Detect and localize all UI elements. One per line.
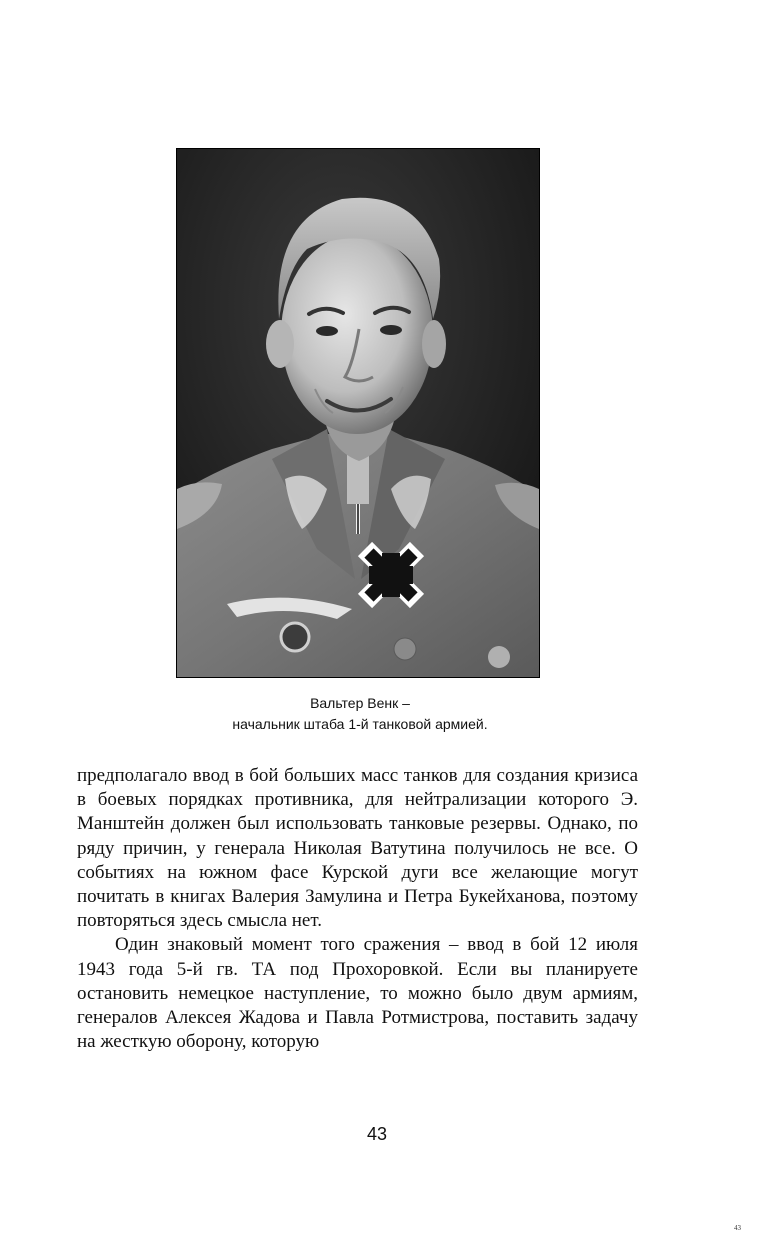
scan-page-number: 43 (734, 1224, 741, 1232)
portrait-photo (176, 148, 540, 678)
paragraph-1: предполагало ввод в бой больших масс танков для создания кризиса в боевых порядках противника, для нейтрализации которого Э. Манштейн должен был использовать танковые резервы. Однако, по ряду причин, у генерала Николая Ватутина получилось не все. О событиях на южном фасе Курской дуги все желающие могут почитать в книгах Валерия Замулина и Петра Букейханова, поэтому повторяться здесь смысла нет. (77, 765, 638, 932)
caption-line-2: начальник штаба 1-й танковой армией. (232, 716, 488, 732)
paragraph-2: Один знаковый момент того сражения – ввод в бой 12 июля 1943 года 5-й гв. ТА под Прохоровкой. Если вы планируете остановить немецкое наступление, то можно было двум армиям, генералов Алексея Жадова и Павла Ротмистрова, поставить задачу на жесткую оборону, которую (77, 934, 638, 1053)
page-number: 43 (366, 1124, 388, 1144)
caption-line-1: Вальтер Венк – (310, 695, 410, 711)
body-text (77, 764, 638, 1054)
portrait-photo-icon (177, 149, 539, 677)
photo-caption (150, 693, 570, 735)
